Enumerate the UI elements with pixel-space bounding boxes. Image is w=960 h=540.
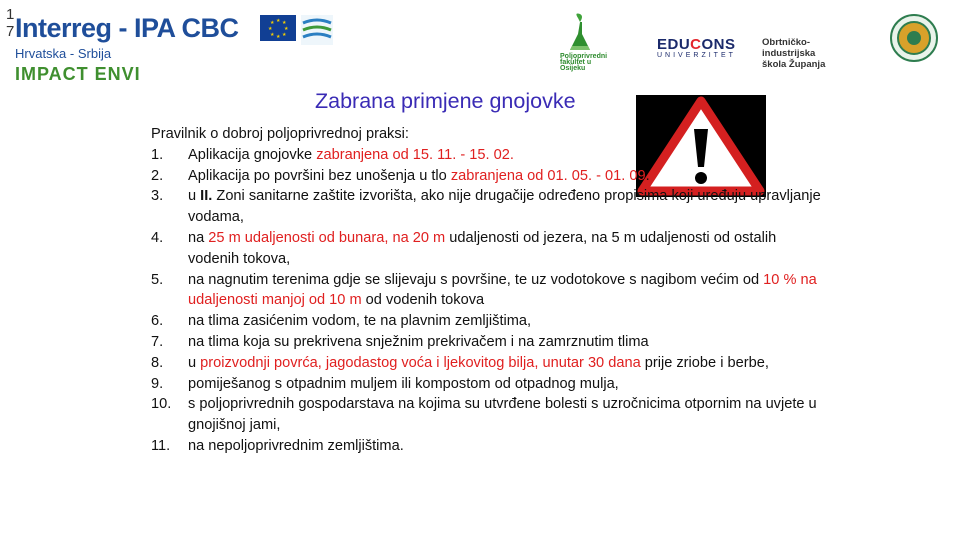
slide-title: Zabrana primjene gnojovke — [315, 89, 576, 113]
rule-text-part: na tlima koja su prekrivena snježnim prekrivačem i na zamrznutim tlima — [188, 333, 649, 350]
flask-leaf-icon — [560, 12, 630, 56]
agri-line-1: Poljoprivredni — [560, 53, 608, 60]
rule-text — [188, 311, 831, 332]
rule-number: 10. — [151, 396, 172, 413]
rule-number: 2. — [151, 167, 164, 184]
rule-number: 3. — [151, 188, 164, 205]
rule-text — [188, 145, 831, 166]
interreg-logo — [15, 10, 315, 84]
rule-item — [151, 374, 831, 395]
agri-line-3: Osijeku — [560, 65, 586, 72]
rule-item — [151, 353, 831, 374]
educons-logo — [657, 36, 737, 66]
rule-number: 5. — [151, 271, 164, 288]
seal-caption — [878, 63, 950, 74]
rule-highlight: proizvodnji povrća, jagodastog voća i ljekovitog bilja, unutar 30 dana — [200, 354, 641, 371]
rule-text — [188, 332, 831, 353]
rules-list — [151, 124, 831, 457]
educons-part-3: ONS — [701, 36, 736, 53]
seal-icon — [884, 14, 944, 64]
slide-number: 17 — [6, 6, 15, 40]
rule-text — [188, 228, 831, 270]
rule-highlight: zabranjena od 15. 11. - 15. 02. — [316, 146, 514, 163]
rule-number: 8. — [151, 354, 164, 371]
round-seal-logo — [884, 14, 944, 94]
rule-text-part: Aplikacija po površini bez unošenja u tlo — [188, 167, 451, 184]
rule-number: 1. — [151, 146, 164, 163]
rule-text-part: prije zriobe i berbe, — [640, 354, 769, 371]
agriculture-faculty-logo — [560, 12, 630, 87]
rule-item — [151, 270, 831, 312]
river-icon — [301, 15, 333, 45]
eu-flag-icon: ★ ★ ★ ★ ★ ★ ★ ★ — [260, 15, 296, 41]
agri-line-2: fakultet u — [560, 59, 592, 66]
school-line-2: škola Županja — [762, 59, 826, 70]
rule-text-part: u — [188, 188, 201, 205]
interreg-subtitle: Hrvatska - Srbija — [15, 46, 112, 61]
rule-item — [151, 145, 831, 166]
rule-highlight: zabranjena od 01. 05. - 01. 09 — [450, 167, 646, 184]
rule-text-part: na nagnutim terenima gdje se slijevaju s površine, te uz vodotokove s nagibom većim od — [188, 271, 764, 288]
rule-highlight: 25 m udaljenosti od bunara, na 20 m — [208, 229, 446, 246]
rule-text — [188, 374, 831, 395]
rule-item — [151, 436, 831, 457]
rule-number: 11. — [151, 437, 171, 454]
rule-item — [151, 186, 831, 228]
rule-text-part: s poljoprivrednih gospodarstava na kojima su utvrđene bolesti s uzročnicima otpornim na uvjete u gnojišnoj jami, — [188, 396, 817, 434]
school-logo — [762, 37, 862, 70]
impact-envi-logo: IMPACT ENVI — [15, 64, 141, 84]
rule-highlight: 10 % na udaljenosti manjoj od 10 m — [188, 271, 817, 309]
educons-subtitle: UNIVERZITET — [657, 52, 736, 59]
rule-text — [188, 436, 831, 457]
educons-part-1: EDU — [657, 36, 691, 53]
rule-number: 6. — [151, 313, 164, 330]
rule-text-part: Zoni sanitarne zaštite izvorišta, ako nije drugačije određeno propisima koji uređuju upravljanje vodama, — [188, 188, 821, 226]
rule-number: 7. — [151, 333, 164, 350]
rule-number: 4. — [151, 229, 164, 246]
rule-item — [151, 166, 831, 187]
rule-text-part: u — [188, 354, 201, 371]
rule-text — [188, 166, 831, 187]
educons-part-2: C — [690, 36, 702, 53]
rule-text-part: udaljenosti od jezera, na 5 m udaljenosti od ostalih vodenih tokova, — [188, 229, 777, 267]
interreg-wordmark: Interreg - IPA CBC — [15, 13, 239, 43]
rule-text-part: na — [188, 229, 209, 246]
rule-text — [188, 353, 831, 374]
rule-text-part: . — [645, 167, 650, 184]
rule-item — [151, 332, 831, 353]
rule-item — [151, 228, 831, 270]
rule-text-part: pomiješanog s otpadnim muljem ili kompostom od otpadnog mulja, — [188, 375, 619, 392]
rule-text — [188, 394, 831, 436]
rule-text-part: II. — [200, 188, 213, 205]
rule-number: 9. — [151, 375, 164, 392]
rule-item — [151, 311, 831, 332]
rules-items — [151, 145, 831, 457]
rule-text — [188, 186, 831, 228]
rule-text-part: Aplikacija gnojovke — [188, 146, 317, 163]
rule-text — [188, 270, 831, 312]
rule-text-part: na tlima zasićenim vodom, te na plavnim zemljištima, — [188, 313, 532, 330]
school-line-1: Obrtničko-industrijska — [762, 37, 816, 59]
rule-text-part: na nepoljoprivrednim zemljištima. — [188, 437, 404, 454]
rule-text-part: od vodenih tokova — [361, 292, 485, 309]
rules-intro: Pravilnik o dobroj poljoprivrednoj praksi: — [151, 126, 409, 142]
rule-item — [151, 394, 831, 436]
